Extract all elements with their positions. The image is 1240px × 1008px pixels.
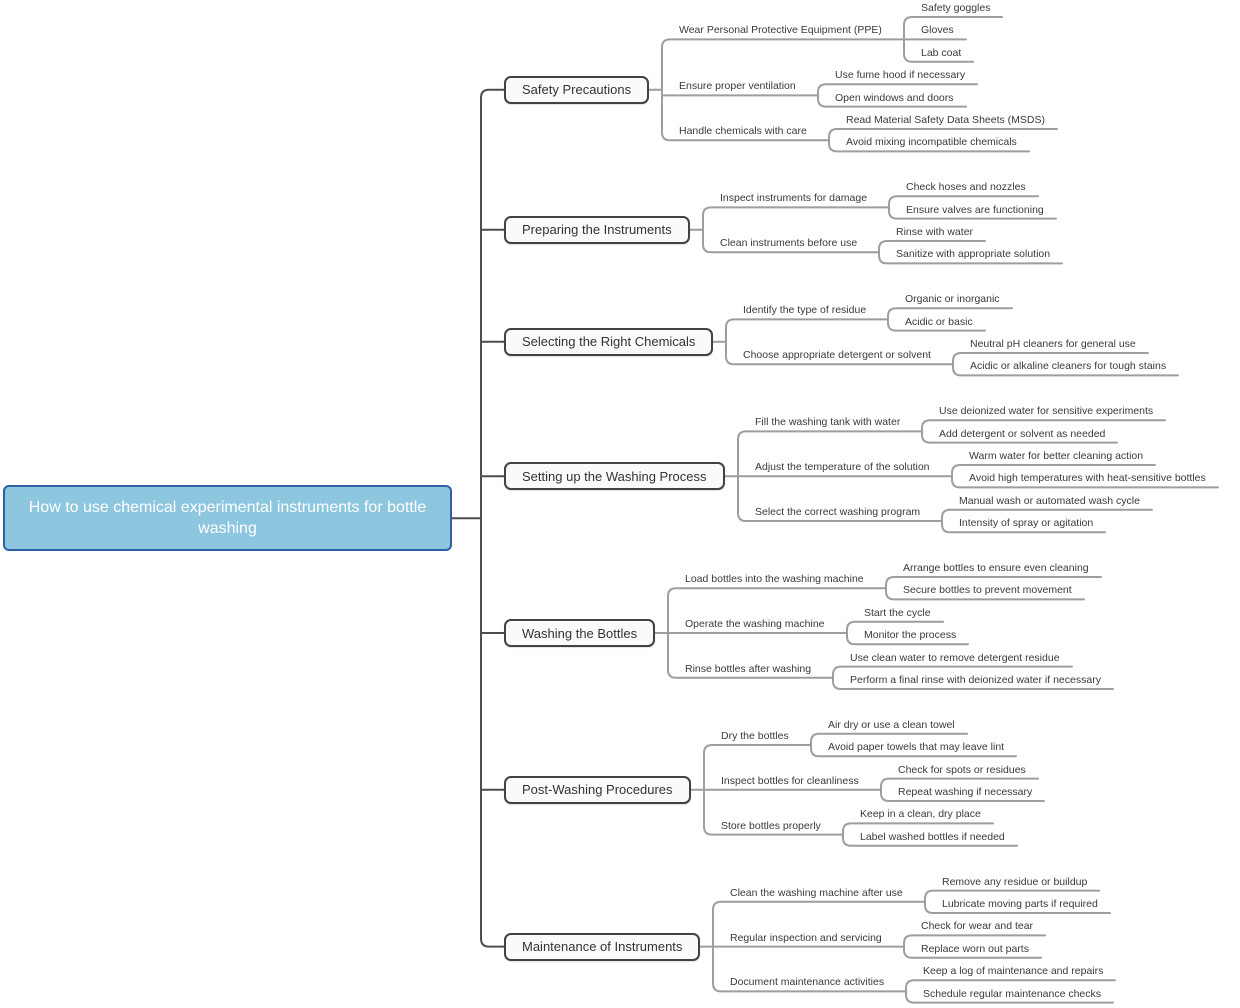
branch-node-setting-up-the-washing-process[interactable]: Setting up the Washing Process: [504, 462, 725, 490]
leaf-node[interactable]: Acidic or alkaline cleaners for tough stains: [970, 360, 1167, 373]
leaf-node[interactable]: Replace worn out parts: [921, 942, 1029, 955]
branch-node-preparing-the-instruments[interactable]: Preparing the Instruments: [504, 216, 690, 244]
topic-node[interactable]: Load bottles into the washing machine: [685, 573, 864, 586]
topic-node[interactable]: Choose appropriate detergent or solvent: [743, 349, 931, 362]
leaf-node[interactable]: Keep in a clean, dry place: [860, 808, 981, 821]
leaf-node[interactable]: Start the cycle: [864, 606, 931, 619]
topic-node[interactable]: Dry the bottles: [721, 730, 789, 742]
topic-node[interactable]: Handle chemicals with care: [679, 125, 807, 138]
topic-node[interactable]: Select the correct washing program: [755, 506, 921, 518]
leaf-node[interactable]: Sanitize with appropriate solution: [896, 248, 1051, 261]
leaf-node[interactable]: Check hoses and nozzles: [906, 181, 1026, 194]
leaf-node[interactable]: Perform a final rinse with deionized water if necessary: [850, 674, 1101, 686]
leaf-node[interactable]: Gloves: [921, 24, 954, 37]
branch-node-maintenance-of-instruments[interactable]: Maintenance of Instruments: [504, 933, 700, 961]
leaf-node[interactable]: Rinse with water: [896, 226, 974, 238]
branch-node-safety-precautions[interactable]: Safety Precautions: [504, 76, 649, 104]
topic-node[interactable]: Wear Personal Protective Equipment (PPE): [679, 24, 882, 37]
leaf-node[interactable]: Check for spots or residues: [898, 763, 1026, 776]
leaf-node[interactable]: Use clean water to remove detergent residue: [850, 651, 1060, 664]
leaf-node[interactable]: Use fume hood if necessary: [835, 69, 966, 82]
leaf-node[interactable]: Lubricate moving parts if required: [942, 898, 1098, 910]
leaf-node[interactable]: Schedule regular maintenance checks: [923, 987, 1102, 1000]
root-node[interactable]: How to use chemical experimental instruments for bottle washing: [3, 485, 452, 551]
leaf-node[interactable]: Use deionized water for sensitive experiments: [939, 405, 1154, 418]
leaf-node[interactable]: Read Material Safety Data Sheets (MSDS): [846, 114, 1045, 126]
topic-node[interactable]: Inspect instruments for damage: [720, 192, 868, 205]
leaf-node[interactable]: Avoid high temperatures with heat-sensitive bottles: [969, 472, 1206, 485]
leaf-node[interactable]: Intensity of spray or agitation: [959, 517, 1094, 530]
branch-node-washing-the-bottles[interactable]: Washing the Bottles: [504, 619, 655, 647]
leaf-node[interactable]: Avoid mixing incompatible chemicals: [846, 136, 1017, 149]
leaf-node[interactable]: Secure bottles to prevent movement: [903, 584, 1072, 597]
leaf-node[interactable]: Avoid paper towels that may leave lint: [828, 741, 1005, 754]
topic-node[interactable]: Regular inspection and servicing: [730, 931, 882, 944]
topic-node[interactable]: Store bottles properly: [721, 819, 821, 832]
topic-node[interactable]: Adjust the temperature of the solution: [755, 461, 930, 474]
leaf-node[interactable]: Arrange bottles to ensure even cleaning: [903, 562, 1089, 574]
topic-node[interactable]: Ensure proper ventilation: [679, 80, 796, 93]
branch-node-selecting-the-right-chemicals[interactable]: Selecting the Right Chemicals: [504, 328, 713, 356]
leaf-node[interactable]: Monitor the process: [864, 629, 957, 642]
branch-node-post-washing-procedures[interactable]: Post-Washing Procedures: [504, 776, 691, 804]
leaf-node[interactable]: Check for wear and tear: [921, 920, 1034, 933]
leaf-node[interactable]: Ensure valves are functioning: [906, 203, 1044, 216]
leaf-node[interactable]: Acidic or basic: [905, 315, 973, 328]
topic-node[interactable]: Identify the type of residue: [743, 304, 867, 317]
branch-connector-path: [649, 17, 1218, 1003]
topic-node[interactable]: Inspect bottles for cleanliness: [721, 774, 859, 787]
topic-node[interactable]: Document maintenance activities: [730, 976, 885, 989]
leaf-node[interactable]: Label washed bottles if needed: [860, 830, 1005, 843]
leaf-node[interactable]: Repeat washing if necessary: [898, 786, 1033, 798]
topic-node[interactable]: Rinse bottles after washing: [685, 662, 812, 675]
leaf-node[interactable]: Warm water for better cleaning action: [969, 450, 1144, 462]
leaf-node[interactable]: Keep a log of maintenance and repairs: [923, 965, 1104, 978]
leaf-node[interactable]: Add detergent or solvent as needed: [939, 427, 1106, 440]
leaf-node[interactable]: Air dry or use a clean towel: [828, 718, 955, 731]
topic-node[interactable]: Clean instruments before use: [720, 237, 858, 250]
trunk-connector-path: [452, 90, 504, 947]
leaf-node[interactable]: Organic or inorganic: [905, 293, 1000, 306]
topic-node[interactable]: Operate the washing machine: [685, 618, 825, 630]
topic-node[interactable]: Clean the washing machine after use: [730, 886, 903, 899]
leaf-node[interactable]: Remove any residue or buildup: [942, 875, 1088, 888]
leaf-node[interactable]: Manual wash or automated wash cycle: [959, 494, 1140, 507]
leaf-node[interactable]: Safety goggles: [921, 2, 991, 14]
leaf-node[interactable]: Neutral pH cleaners for general use: [970, 338, 1136, 350]
leaf-node[interactable]: Open windows and doors: [835, 91, 954, 104]
topic-node[interactable]: Fill the washing tank with water: [755, 416, 901, 429]
leaf-node[interactable]: Lab coat: [921, 46, 962, 59]
